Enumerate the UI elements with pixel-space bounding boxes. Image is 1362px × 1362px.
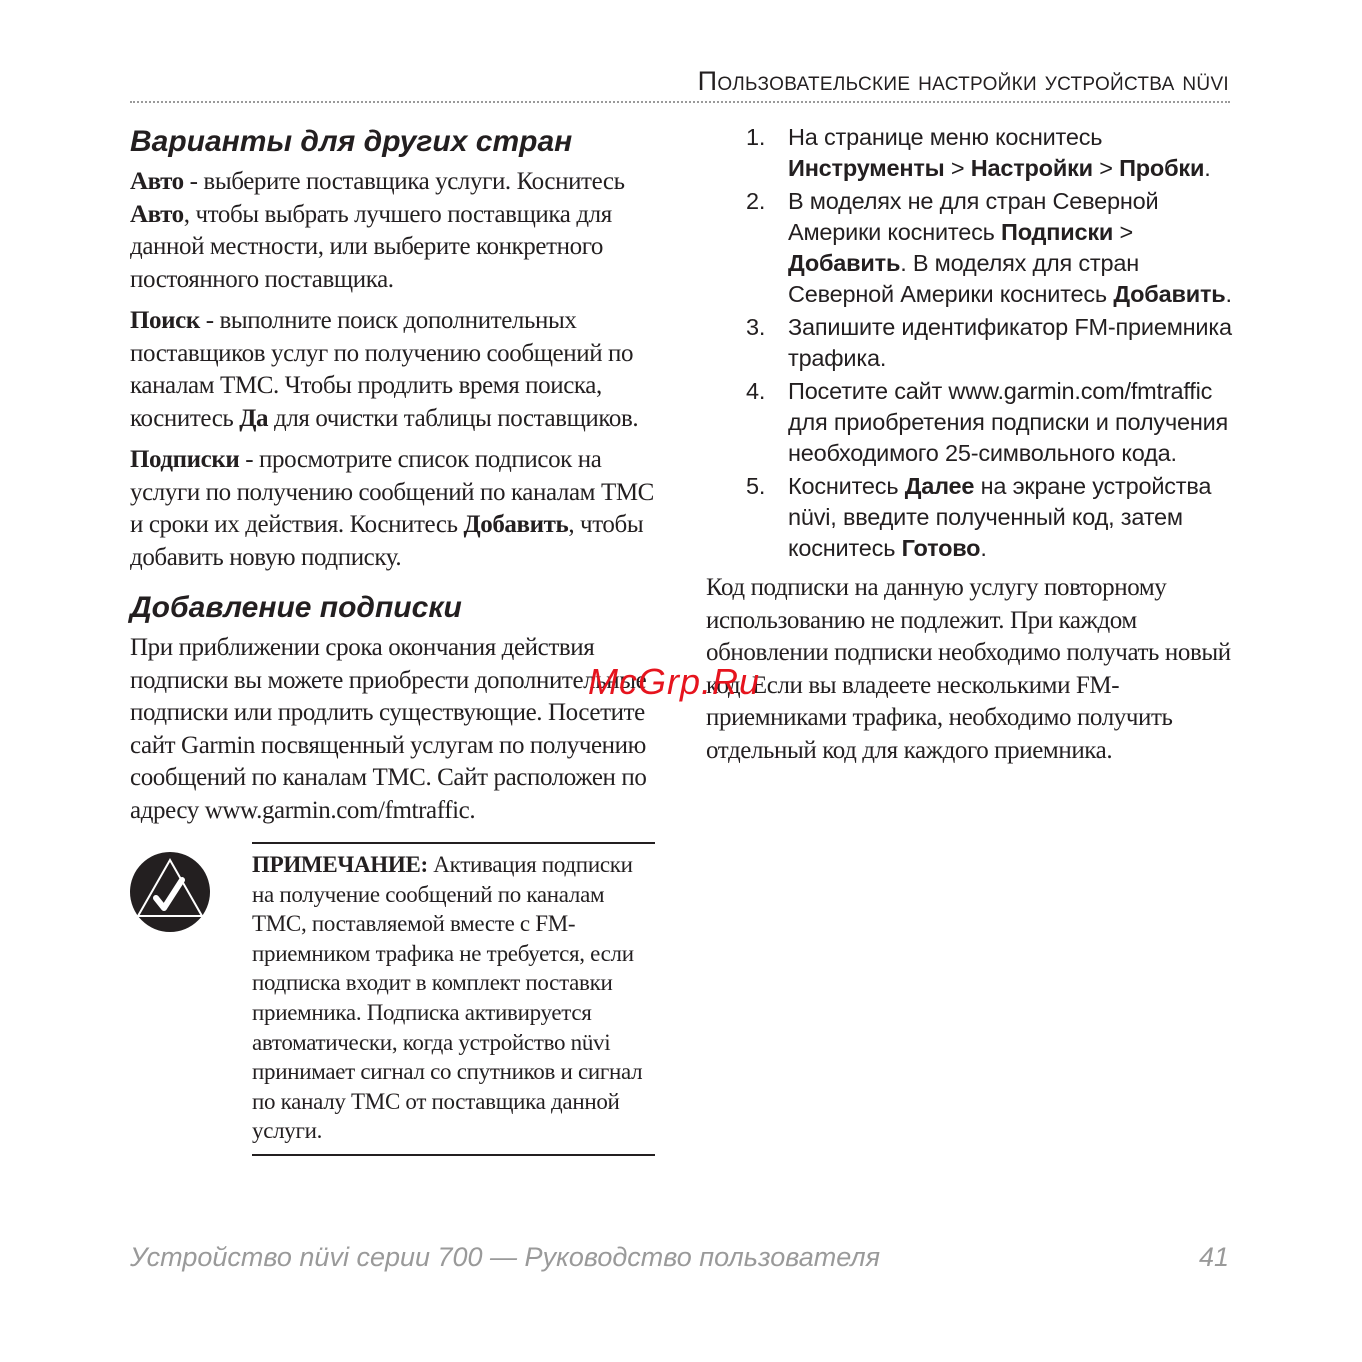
- paragraph-auto: Авто - выберите поставщика услуги. Коснитесь Авто, чтобы выбрать лучшего поставщика для данной местности, или выберите конкретного постоянного поставщика.: [130, 168, 625, 293]
- paragraph-add-subscription: При приближении срока окончания действия подписки вы можете приобрести дополнительные подписки или продлить существующие. Посетите сайт Garmin посвященный услугам по получению сообщений по каналам TMC. Сайт расположен по адресу www.garmin.com/fmtraffic.: [130, 634, 647, 824]
- note-rule-top: [252, 842, 655, 844]
- term-search: Поиск: [130, 307, 200, 334]
- left-column: [130, 122, 655, 836]
- watermark: McGrp.Ru: [588, 661, 761, 702]
- running-header: Пользовательские настройки устройства nüvi: [697, 66, 1229, 96]
- note-label: ПРИМЕЧАНИЕ:: [252, 852, 428, 877]
- list-item: 2. В моделях не для стран Северной Америки коснитесь Подписки > Добавить. В моделях для стран Северной Америки коснитесь Добавить.: [746, 188, 1232, 307]
- steps-list: [706, 122, 1236, 564]
- list-item: 3. Запишите идентификатор FM-приемника трафика.: [746, 314, 1232, 371]
- note-box: [130, 842, 655, 1156]
- note-rule-bottom: [252, 1154, 655, 1156]
- term-auto: Авто: [130, 168, 184, 195]
- section-title-other-countries: Варианты для других стран: [130, 125, 573, 158]
- list-item: 4. Посетите сайт www.garmin.com/fmtraffic для приобретения подписки и получения необходимого 25-символьного кода.: [746, 378, 1229, 466]
- footer-title: Устройство nüvi серии 700 — Руководство пользователя: [130, 1242, 881, 1272]
- term-subscriptions: Подписки: [130, 446, 240, 473]
- page-number: 41: [1198, 1242, 1229, 1272]
- paragraph-subscription-code: Код подписки на данную услугу повторному использованию не подлежит. При каждом обновлении подписки необходимо получать новый код. Если вы владеете несколькими FM-приемниками трафика, необходимо получить отдельный код для каждого приемника.: [706, 574, 1231, 764]
- list-item: 5. Коснитесь Далее на экране устройства nüvi, введите полученный код, затем коснитесь Готово.: [746, 473, 1212, 561]
- paragraph-search: Поиск - выполните поиск дополнительных поставщиков услуг по получению сообщений по каналам TMC. Чтобы продлить время поиска, коснитесь Да для очистки таблицы поставщиков.: [130, 307, 639, 432]
- right-column: [706, 122, 1236, 776]
- header-rule: [130, 101, 1230, 103]
- paragraph-subscriptions: Подписки - просмотрите список подписок на услуги по получению сообщений по каналам TMC и сроки их действия. Коснитесь Добавить, чтобы добавить новую подписку.: [130, 446, 654, 571]
- checkmark-note-icon: [130, 852, 210, 932]
- list-item: 1. На странице меню коснитесь Инструменты > Настройки > Пробки.: [746, 124, 1211, 181]
- note-text: ПРИМЕЧАНИЕ: Активация подписки на получение сообщений по каналам TMC, поставляемой вместе с FM-приемником трафика не требуется, если подписка входит в комплект поставки приемника. Подписка активируется автоматически, когда устройство nüvi принимает сигнал со спутников и сигнал по каналу TMC от поставщика данной услуги.: [252, 852, 643, 1144]
- section-title-add-subscription: Добавление подписки: [130, 591, 462, 624]
